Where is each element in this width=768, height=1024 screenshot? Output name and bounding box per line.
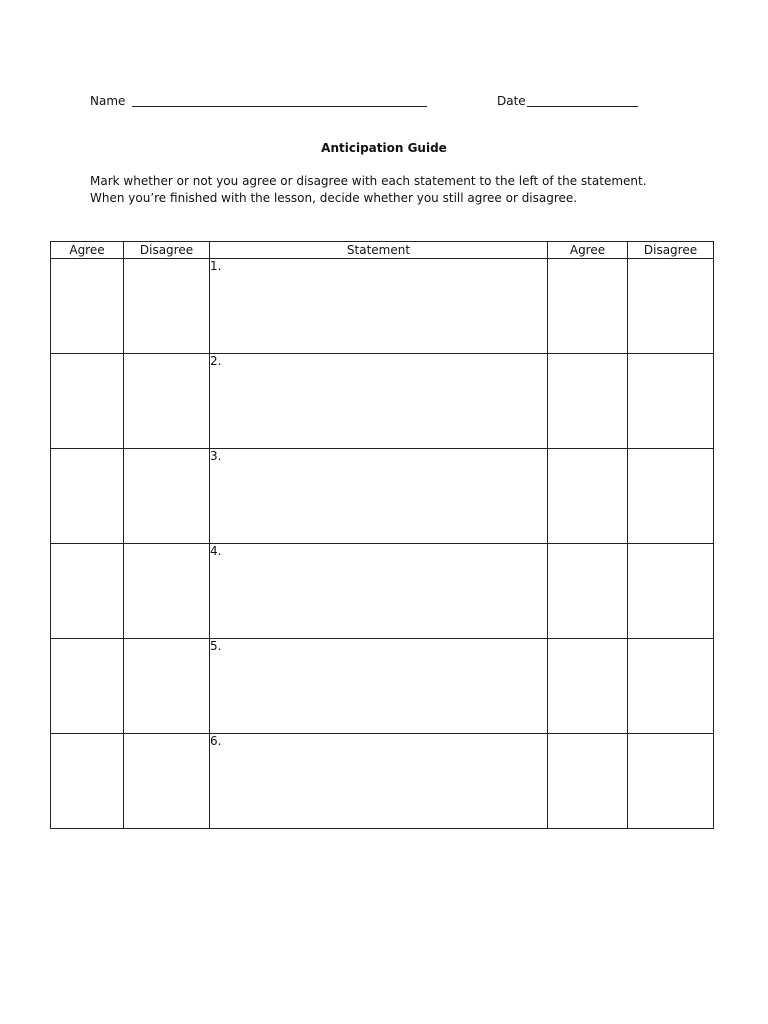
statement-cell[interactable] [210, 639, 548, 734]
agree-after-cell[interactable] [548, 449, 628, 544]
agree-before-cell[interactable] [51, 734, 124, 829]
agree-after-cell[interactable] [548, 259, 628, 354]
disagree-after-cell[interactable] [628, 354, 714, 449]
statement-cell[interactable] [210, 259, 548, 354]
agree-before-cell[interactable] [51, 544, 124, 639]
name-label: Name [90, 94, 126, 108]
table-row [51, 734, 714, 829]
disagree-before-cell[interactable] [124, 449, 210, 544]
header-agree-before: Agree [51, 242, 124, 259]
table-row [51, 639, 714, 734]
table-row [51, 544, 714, 639]
statement-cell[interactable] [210, 354, 548, 449]
table-row [51, 259, 714, 354]
disagree-before-cell[interactable] [124, 639, 210, 734]
agree-after-cell[interactable] [548, 544, 628, 639]
statement-cell[interactable] [210, 544, 548, 639]
header-agree-after: Agree [548, 242, 628, 259]
page-title: Anticipation Guide [321, 141, 447, 155]
disagree-after-cell[interactable] [628, 734, 714, 829]
agree-after-cell[interactable] [548, 354, 628, 449]
date-label: Date [497, 94, 526, 108]
agree-before-cell[interactable] [51, 259, 124, 354]
statement-number: 2. [210, 354, 222, 368]
agree-after-cell[interactable] [548, 639, 628, 734]
header-statement: Statement [210, 242, 548, 259]
disagree-before-cell[interactable] [124, 354, 210, 449]
anticipation-guide-table [50, 241, 714, 829]
agree-before-cell[interactable] [51, 639, 124, 734]
statement-number: 6. [210, 734, 222, 748]
header-disagree-before: Disagree [124, 242, 210, 259]
name-field-line[interactable] [132, 106, 427, 107]
statement-number: 5. [210, 639, 222, 653]
disagree-before-cell[interactable] [124, 259, 210, 354]
table-row [51, 354, 714, 449]
agree-before-cell[interactable] [51, 354, 124, 449]
disagree-after-cell[interactable] [628, 639, 714, 734]
agree-after-cell[interactable] [548, 734, 628, 829]
statement-number: 1. [210, 259, 222, 273]
header-disagree-after: Disagree [628, 242, 714, 259]
statement-number: 3. [210, 449, 222, 463]
instructions [90, 173, 710, 207]
date-field-line[interactable] [527, 106, 638, 107]
statement-cell[interactable] [210, 449, 548, 544]
instructions-line-1: Mark whether or not you agree or disagree with each statement to the left of the statement. [90, 174, 647, 188]
statement-cell[interactable] [210, 734, 548, 829]
table-header-row [51, 242, 714, 259]
disagree-after-cell[interactable] [628, 259, 714, 354]
disagree-after-cell[interactable] [628, 544, 714, 639]
table-row [51, 449, 714, 544]
disagree-before-cell[interactable] [124, 544, 210, 639]
instructions-line-2: When you’re finished with the lesson, decide whether you still agree or disagree. [90, 191, 578, 205]
disagree-after-cell[interactable] [628, 449, 714, 544]
statement-number: 4. [210, 544, 222, 558]
agree-before-cell[interactable] [51, 449, 124, 544]
disagree-before-cell[interactable] [124, 734, 210, 829]
